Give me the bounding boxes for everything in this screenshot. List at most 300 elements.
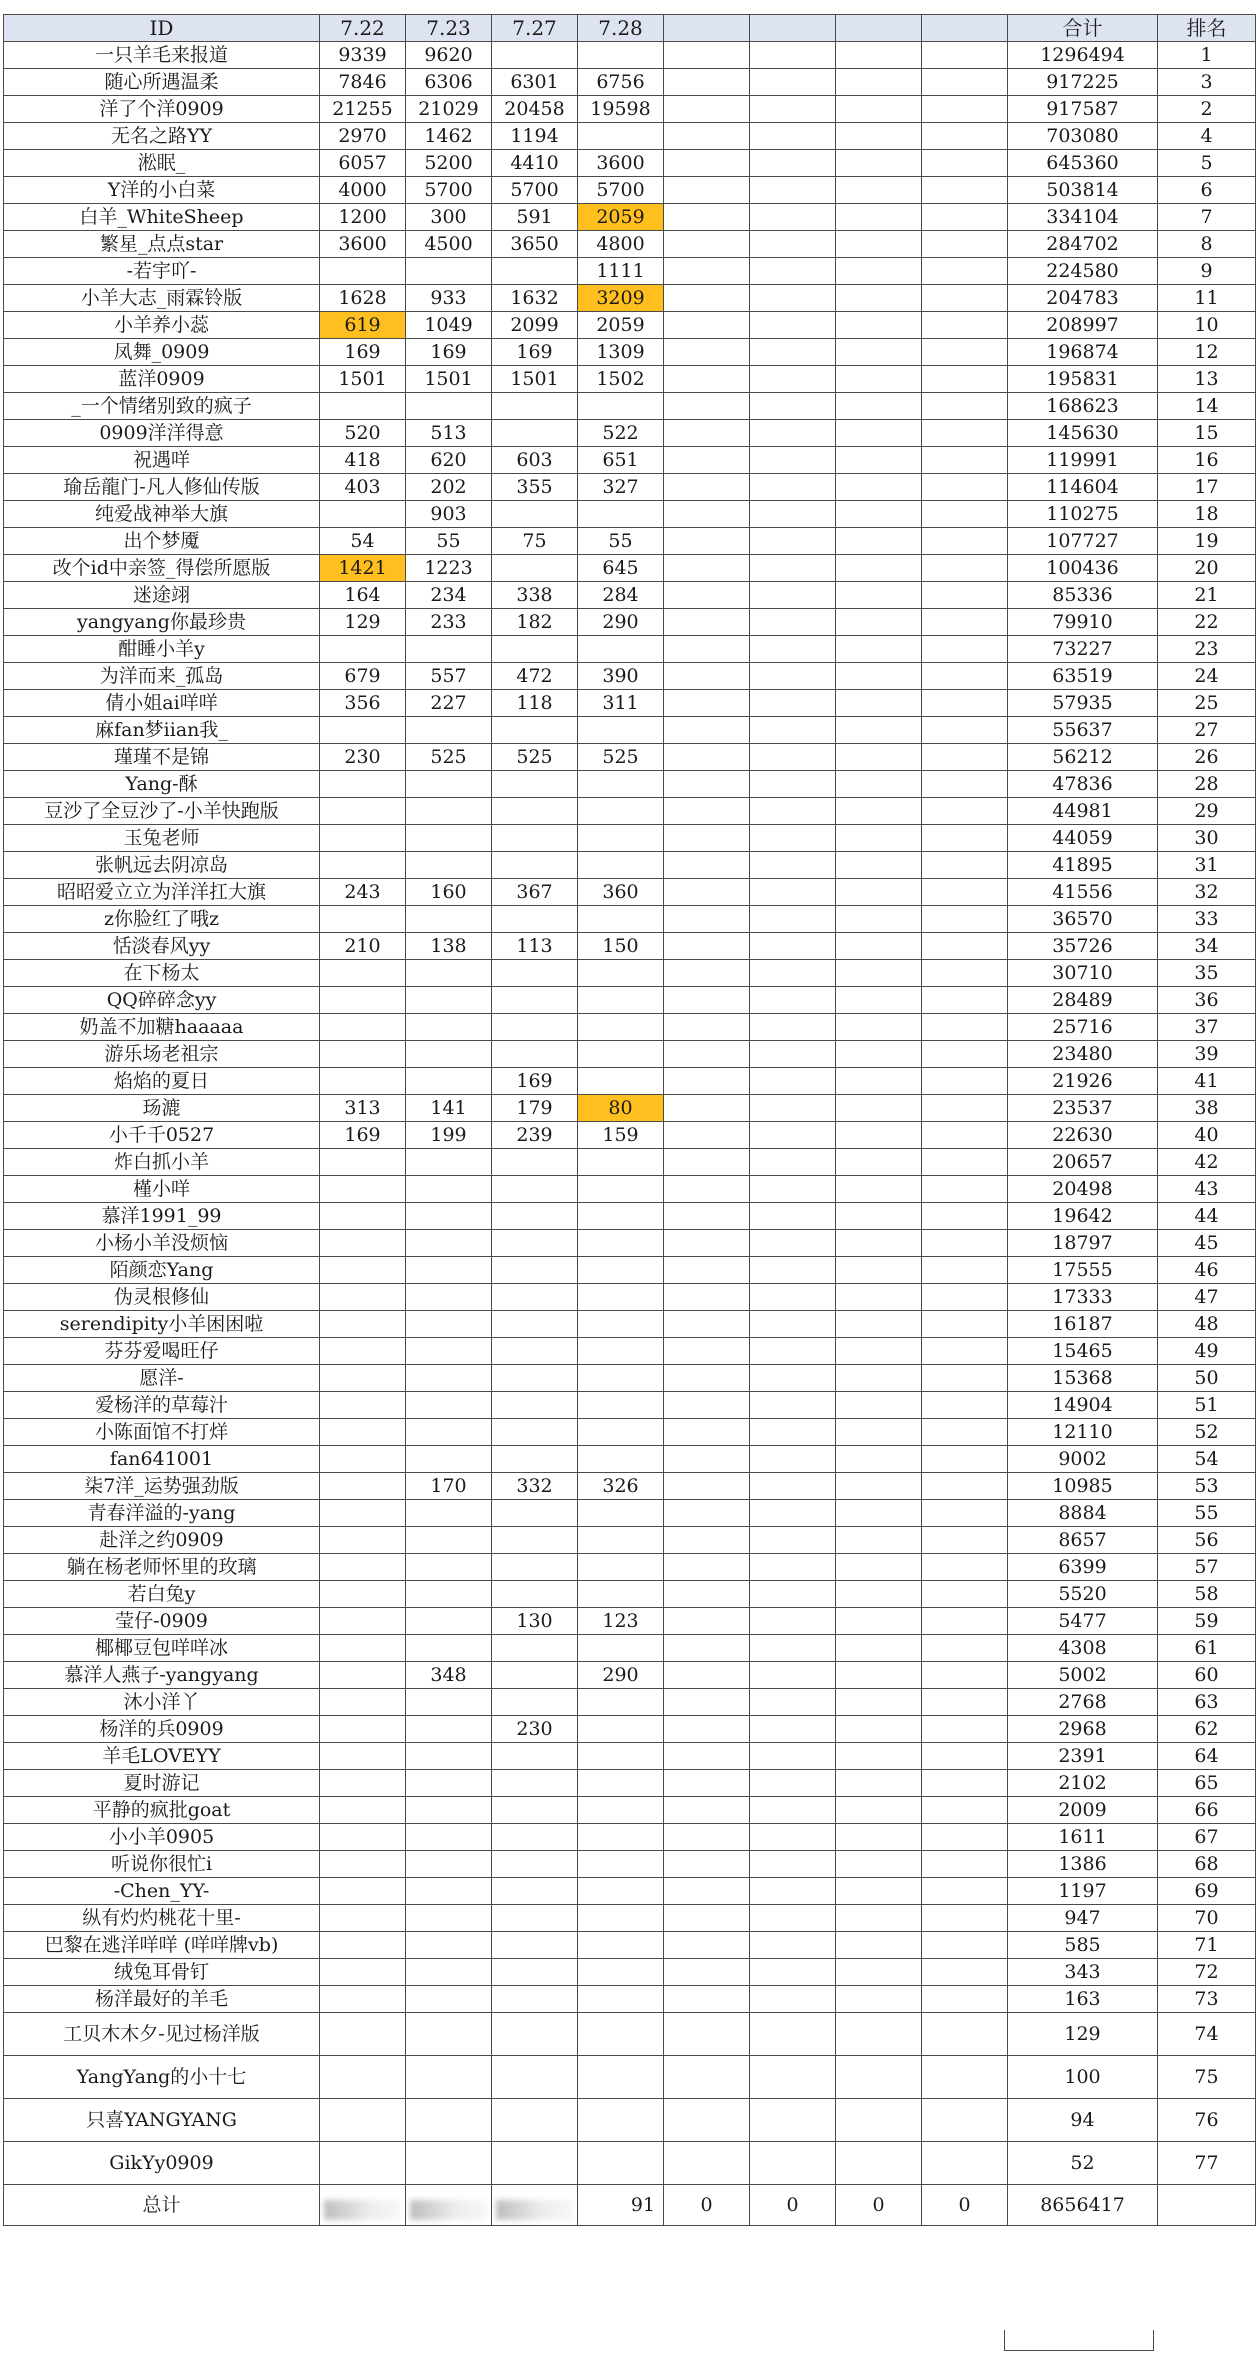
cell-id: 繁星_点点star <box>4 231 320 258</box>
cell-empty <box>836 177 922 204</box>
cell-value <box>320 2056 406 2099</box>
cell-rank: 51 <box>1158 1392 1256 1419</box>
cell-value <box>320 1986 406 2013</box>
cell-rank: 57 <box>1158 1554 1256 1581</box>
cell-empty <box>664 339 750 366</box>
cell-id: 杨洋最好的羊毛 <box>4 1986 320 2013</box>
cell-empty <box>836 204 922 231</box>
cell-value: 5700 <box>578 177 664 204</box>
cell-value <box>320 1419 406 1446</box>
cell-empty <box>664 1878 750 1905</box>
cell-id: 芬芬爱喝旺仔 <box>4 1338 320 1365</box>
cell-empty <box>922 1689 1008 1716</box>
table-row <box>4 1905 1256 1932</box>
cell-empty <box>750 1554 836 1581</box>
cell-id: 随心所遇温柔 <box>4 69 320 96</box>
cell-total: 645360 <box>1008 150 1158 177</box>
cell-empty <box>664 1608 750 1635</box>
cell-value <box>320 1770 406 1797</box>
cell-id: 伪灵根修仙 <box>4 1284 320 1311</box>
cell-value <box>578 1230 664 1257</box>
cell-empty <box>664 1581 750 1608</box>
cell-total: 4308 <box>1008 1635 1158 1662</box>
footer-redacted <box>406 2185 492 2226</box>
table-row <box>4 1581 1256 1608</box>
cell-rank: 4 <box>1158 123 1256 150</box>
cell-value <box>578 1392 664 1419</box>
cell-empty <box>922 1068 1008 1095</box>
cell-rank: 16 <box>1158 447 1256 474</box>
cell-empty <box>836 798 922 825</box>
cell-empty <box>922 501 1008 528</box>
table-row <box>4 1635 1256 1662</box>
table-row <box>4 1770 1256 1797</box>
cell-id: 青春洋溢的-yang <box>4 1500 320 1527</box>
cell-value <box>406 2142 492 2185</box>
cell-empty <box>750 258 836 285</box>
cell-empty <box>750 1581 836 1608</box>
cell-empty <box>836 582 922 609</box>
cell-rank: 14 <box>1158 393 1256 420</box>
cell-empty <box>922 339 1008 366</box>
cell-total: 41895 <box>1008 852 1158 879</box>
cell-rank: 47 <box>1158 1284 1256 1311</box>
cell-total: 47836 <box>1008 771 1158 798</box>
cell-empty <box>750 1770 836 1797</box>
cell-value: 1421 <box>320 555 406 582</box>
cell-value <box>406 1878 492 1905</box>
cell-value <box>406 987 492 1014</box>
cell-empty <box>750 1824 836 1851</box>
cell-value <box>492 1662 578 1689</box>
cell-total: 100436 <box>1008 555 1158 582</box>
cell-empty <box>836 1689 922 1716</box>
cell-empty <box>922 528 1008 555</box>
cell-value <box>320 987 406 1014</box>
cell-empty <box>664 960 750 987</box>
cell-empty <box>664 1257 750 1284</box>
cell-value: 1462 <box>406 123 492 150</box>
cell-empty <box>750 1446 836 1473</box>
cell-total: 5002 <box>1008 1662 1158 1689</box>
footer-zero: 0 <box>750 2185 836 2226</box>
table-row <box>4 258 1256 285</box>
cell-id: YangYang的小十七 <box>4 2056 320 2099</box>
cell-value <box>578 1932 664 1959</box>
cell-value: 6301 <box>492 69 578 96</box>
cell-empty <box>922 1500 1008 1527</box>
cell-value <box>578 2013 664 2056</box>
cell-value <box>578 771 664 798</box>
cell-value <box>492 42 578 69</box>
cell-total: 168623 <box>1008 393 1158 420</box>
cell-total: 2391 <box>1008 1743 1158 1770</box>
cell-empty <box>750 1851 836 1878</box>
cell-empty <box>750 42 836 69</box>
cell-empty <box>922 1284 1008 1311</box>
cell-value: 9339 <box>320 42 406 69</box>
cell-value <box>492 2142 578 2185</box>
cell-value: 327 <box>578 474 664 501</box>
table-row <box>4 1311 1256 1338</box>
cell-total: 107727 <box>1008 528 1158 555</box>
cell-id: 慕洋1991_99 <box>4 1203 320 1230</box>
cell-value: 6756 <box>578 69 664 96</box>
cell-value: 20458 <box>492 96 578 123</box>
cell-empty <box>922 1176 1008 1203</box>
header-date-2: 7.23 <box>406 15 492 42</box>
cell-total: 119991 <box>1008 447 1158 474</box>
cell-id: 沐小洋丫 <box>4 1689 320 1716</box>
cell-empty <box>922 447 1008 474</box>
cell-value: 418 <box>320 447 406 474</box>
cell-total: 25716 <box>1008 1014 1158 1041</box>
cell-empty <box>664 1473 750 1500</box>
cell-value <box>320 771 406 798</box>
cell-empty <box>922 555 1008 582</box>
cell-value: 230 <box>320 744 406 771</box>
header-total: 合计 <box>1008 15 1158 42</box>
cell-empty <box>922 1014 1008 1041</box>
cell-value <box>492 1176 578 1203</box>
cell-value: 170 <box>406 1473 492 1500</box>
cell-value <box>406 1635 492 1662</box>
cell-value: 2970 <box>320 123 406 150</box>
cell-value: 210 <box>320 933 406 960</box>
cell-empty <box>664 1554 750 1581</box>
cell-empty <box>750 1905 836 1932</box>
cell-value: 557 <box>406 663 492 690</box>
table-row <box>4 312 1256 339</box>
footer-redacted <box>320 2185 406 2226</box>
cell-value <box>578 1689 664 1716</box>
cell-rank: 36 <box>1158 987 1256 1014</box>
table-row <box>4 366 1256 393</box>
cell-value <box>320 1446 406 1473</box>
cell-value <box>406 2099 492 2142</box>
cell-id: 小杨小羊没烦恼 <box>4 1230 320 1257</box>
cell-empty <box>836 69 922 96</box>
cell-empty <box>922 1770 1008 1797</box>
cell-value: 4500 <box>406 231 492 258</box>
cell-empty <box>664 420 750 447</box>
cell-empty <box>664 1014 750 1041</box>
cell-value: 525 <box>406 744 492 771</box>
cell-empty <box>836 1311 922 1338</box>
cell-total: 129 <box>1008 2013 1158 2056</box>
cell-value <box>578 42 664 69</box>
table-row <box>4 1338 1256 1365</box>
cell-value <box>578 1149 664 1176</box>
cell-value <box>492 1986 578 2013</box>
cell-value <box>320 1608 406 1635</box>
cell-empty <box>664 42 750 69</box>
table-row <box>4 771 1256 798</box>
cell-rank: 12 <box>1158 339 1256 366</box>
cell-empty <box>664 1419 750 1446</box>
cell-total: 21926 <box>1008 1068 1158 1095</box>
cell-empty <box>664 1500 750 1527</box>
cell-id: 一只羊毛来报道 <box>4 42 320 69</box>
cell-value <box>320 1851 406 1878</box>
cell-empty <box>922 1095 1008 1122</box>
cell-empty <box>664 1041 750 1068</box>
cell-empty <box>750 690 836 717</box>
cell-total: 585 <box>1008 1932 1158 1959</box>
cell-empty <box>664 1068 750 1095</box>
cell-empty <box>664 609 750 636</box>
cell-empty <box>836 1122 922 1149</box>
cell-value <box>578 1500 664 1527</box>
cell-rank: 29 <box>1158 798 1256 825</box>
header-date-4: 7.28 <box>578 15 664 42</box>
cell-empty <box>664 1662 750 1689</box>
cell-rank: 77 <box>1158 2142 1256 2185</box>
cell-value <box>578 2142 664 2185</box>
cell-value <box>578 1797 664 1824</box>
cell-id: -Chen_YY- <box>4 1878 320 1905</box>
cell-rank: 42 <box>1158 1149 1256 1176</box>
cell-rank: 76 <box>1158 2099 1256 2142</box>
cell-value <box>406 1527 492 1554</box>
cell-empty <box>750 501 836 528</box>
cell-rank: 40 <box>1158 1122 1256 1149</box>
cell-total: 17555 <box>1008 1257 1158 1284</box>
cell-id: 出个梦魇 <box>4 528 320 555</box>
cell-value <box>492 717 578 744</box>
footer-zero: 0 <box>664 2185 750 2226</box>
header-empty <box>836 15 922 42</box>
cell-empty <box>750 1689 836 1716</box>
cell-id: 小羊大志_雨霖铃版 <box>4 285 320 312</box>
cell-total: 1611 <box>1008 1824 1158 1851</box>
cell-value: 138 <box>406 933 492 960</box>
cell-empty <box>750 636 836 663</box>
cell-id: 工贝木木夕-见过杨洋版 <box>4 2013 320 2056</box>
cell-empty <box>922 1149 1008 1176</box>
footer-rank-empty <box>1158 2185 1256 2226</box>
footer-zero: 0 <box>922 2185 1008 2226</box>
cell-empty <box>922 852 1008 879</box>
header-id: ID <box>4 15 320 42</box>
table-row <box>4 1689 1256 1716</box>
cell-total: 703080 <box>1008 123 1158 150</box>
cell-empty <box>750 555 836 582</box>
cell-total: 208997 <box>1008 312 1158 339</box>
cell-rank: 46 <box>1158 1257 1256 1284</box>
cell-value: 525 <box>578 744 664 771</box>
cell-value <box>406 636 492 663</box>
cell-empty <box>922 1257 1008 1284</box>
cell-rank: 53 <box>1158 1473 1256 1500</box>
cell-rank: 25 <box>1158 690 1256 717</box>
cell-rank: 34 <box>1158 933 1256 960</box>
table-row <box>4 1716 1256 1743</box>
cell-value <box>320 852 406 879</box>
cell-empty <box>836 1068 922 1095</box>
cell-value <box>578 987 664 1014</box>
cell-empty <box>836 1554 922 1581</box>
cell-total: 503814 <box>1008 177 1158 204</box>
cell-value <box>492 1905 578 1932</box>
cell-value: 300 <box>406 204 492 231</box>
cell-value <box>406 1311 492 1338</box>
cell-rank: 70 <box>1158 1905 1256 1932</box>
cell-value: 520 <box>320 420 406 447</box>
cell-total: 5477 <box>1008 1608 1158 1635</box>
cell-empty <box>664 123 750 150</box>
cell-empty <box>922 123 1008 150</box>
table-row <box>4 1554 1256 1581</box>
cell-id: 奶盖不加糖haaaaa <box>4 1014 320 1041</box>
cell-value <box>406 1743 492 1770</box>
table-row <box>4 393 1256 420</box>
cell-value <box>320 2142 406 2185</box>
cell-id: 听说你很忙i <box>4 1851 320 1878</box>
cell-empty <box>922 798 1008 825</box>
table-row <box>4 717 1256 744</box>
cell-value <box>492 1554 578 1581</box>
cell-id: 祝遇咩 <box>4 447 320 474</box>
table-row <box>4 1365 1256 1392</box>
cell-empty <box>750 447 836 474</box>
cell-empty <box>836 1392 922 1419</box>
cell-total: 1386 <box>1008 1851 1158 1878</box>
cell-empty <box>750 2013 836 2056</box>
cell-rank: 32 <box>1158 879 1256 906</box>
cell-empty <box>750 663 836 690</box>
cell-value <box>320 2099 406 2142</box>
cell-rank: 13 <box>1158 366 1256 393</box>
cell-total: 8657 <box>1008 1527 1158 1554</box>
cell-value <box>578 2099 664 2142</box>
cell-id: 焰焰的夏日 <box>4 1068 320 1095</box>
cell-empty <box>922 1581 1008 1608</box>
cell-rank: 17 <box>1158 474 1256 501</box>
cell-empty <box>750 960 836 987</box>
footer-zero: 0 <box>836 2185 922 2226</box>
cell-value: 169 <box>492 1068 578 1095</box>
cell-value <box>320 1230 406 1257</box>
cell-value: 903 <box>406 501 492 528</box>
cell-empty <box>836 1986 922 2013</box>
cell-empty <box>836 42 922 69</box>
cell-id: 酣睡小羊y <box>4 636 320 663</box>
cell-value <box>406 1716 492 1743</box>
cell-rank: 52 <box>1158 1419 1256 1446</box>
cell-rank: 61 <box>1158 1635 1256 1662</box>
cell-value <box>320 1905 406 1932</box>
cell-value <box>320 1959 406 1986</box>
cell-value <box>492 1338 578 1365</box>
cell-empty <box>750 150 836 177</box>
cell-total: 22630 <box>1008 1122 1158 1149</box>
total-column-tail <box>1004 2330 1154 2351</box>
cell-empty <box>750 1797 836 1824</box>
cell-value <box>320 258 406 285</box>
cell-empty <box>750 1041 836 1068</box>
table-row <box>4 1230 1256 1257</box>
cell-rank: 37 <box>1158 1014 1256 1041</box>
cell-empty <box>922 744 1008 771</box>
cell-empty <box>664 1905 750 1932</box>
cell-empty <box>664 501 750 528</box>
cell-empty <box>836 1878 922 1905</box>
table-row <box>4 1824 1256 1851</box>
cell-empty <box>836 663 922 690</box>
cell-rank: 30 <box>1158 825 1256 852</box>
cell-value <box>492 1041 578 1068</box>
cell-empty <box>922 474 1008 501</box>
cell-value <box>320 1203 406 1230</box>
table-row <box>4 663 1256 690</box>
table-row <box>4 150 1256 177</box>
cell-rank: 3 <box>1158 69 1256 96</box>
cell-empty <box>836 339 922 366</box>
cell-value: 80 <box>578 1095 664 1122</box>
cell-empty <box>922 1419 1008 1446</box>
header-rank: 排名 <box>1158 15 1256 42</box>
cell-rank: 9 <box>1158 258 1256 285</box>
cell-value <box>406 1014 492 1041</box>
cell-rank: 67 <box>1158 1824 1256 1851</box>
cell-total: 1197 <box>1008 1878 1158 1905</box>
cell-empty <box>664 1932 750 1959</box>
table-row <box>4 879 1256 906</box>
header-empty <box>750 15 836 42</box>
cell-empty <box>664 906 750 933</box>
cell-value <box>406 1905 492 1932</box>
cell-rank: 22 <box>1158 609 1256 636</box>
cell-empty <box>664 1365 750 1392</box>
cell-value <box>492 1311 578 1338</box>
table-row <box>4 339 1256 366</box>
cell-empty <box>664 1311 750 1338</box>
cell-value <box>406 1797 492 1824</box>
cell-total: 20657 <box>1008 1149 1158 1176</box>
cell-empty <box>750 1392 836 1419</box>
cell-total: 44059 <box>1008 825 1158 852</box>
cell-empty <box>922 1365 1008 1392</box>
cell-value <box>320 1365 406 1392</box>
cell-value <box>492 2056 578 2099</box>
cell-empty <box>922 366 1008 393</box>
cell-total: 14904 <box>1008 1392 1158 1419</box>
cell-id: 麻fan梦iian我_ <box>4 717 320 744</box>
cell-empty <box>922 1338 1008 1365</box>
cell-value: 55 <box>406 528 492 555</box>
cell-value <box>320 1527 406 1554</box>
cell-value <box>492 1770 578 1797</box>
cell-total: 224580 <box>1008 258 1158 285</box>
cell-rank: 74 <box>1158 2013 1256 2056</box>
cell-value <box>578 1257 664 1284</box>
cell-value <box>492 1743 578 1770</box>
cell-value: 525 <box>492 744 578 771</box>
cell-empty <box>836 771 922 798</box>
cell-value: 332 <box>492 1473 578 1500</box>
cell-id: 白羊_WhiteSheep <box>4 204 320 231</box>
cell-empty <box>664 690 750 717</box>
cell-empty <box>836 1419 922 1446</box>
cell-value: 6057 <box>320 150 406 177</box>
cell-total: 35726 <box>1008 933 1158 960</box>
cell-value <box>492 1500 578 1527</box>
cell-empty <box>836 1095 922 1122</box>
cell-total: 8884 <box>1008 1500 1158 1527</box>
cell-value <box>320 1149 406 1176</box>
cell-empty <box>664 1689 750 1716</box>
